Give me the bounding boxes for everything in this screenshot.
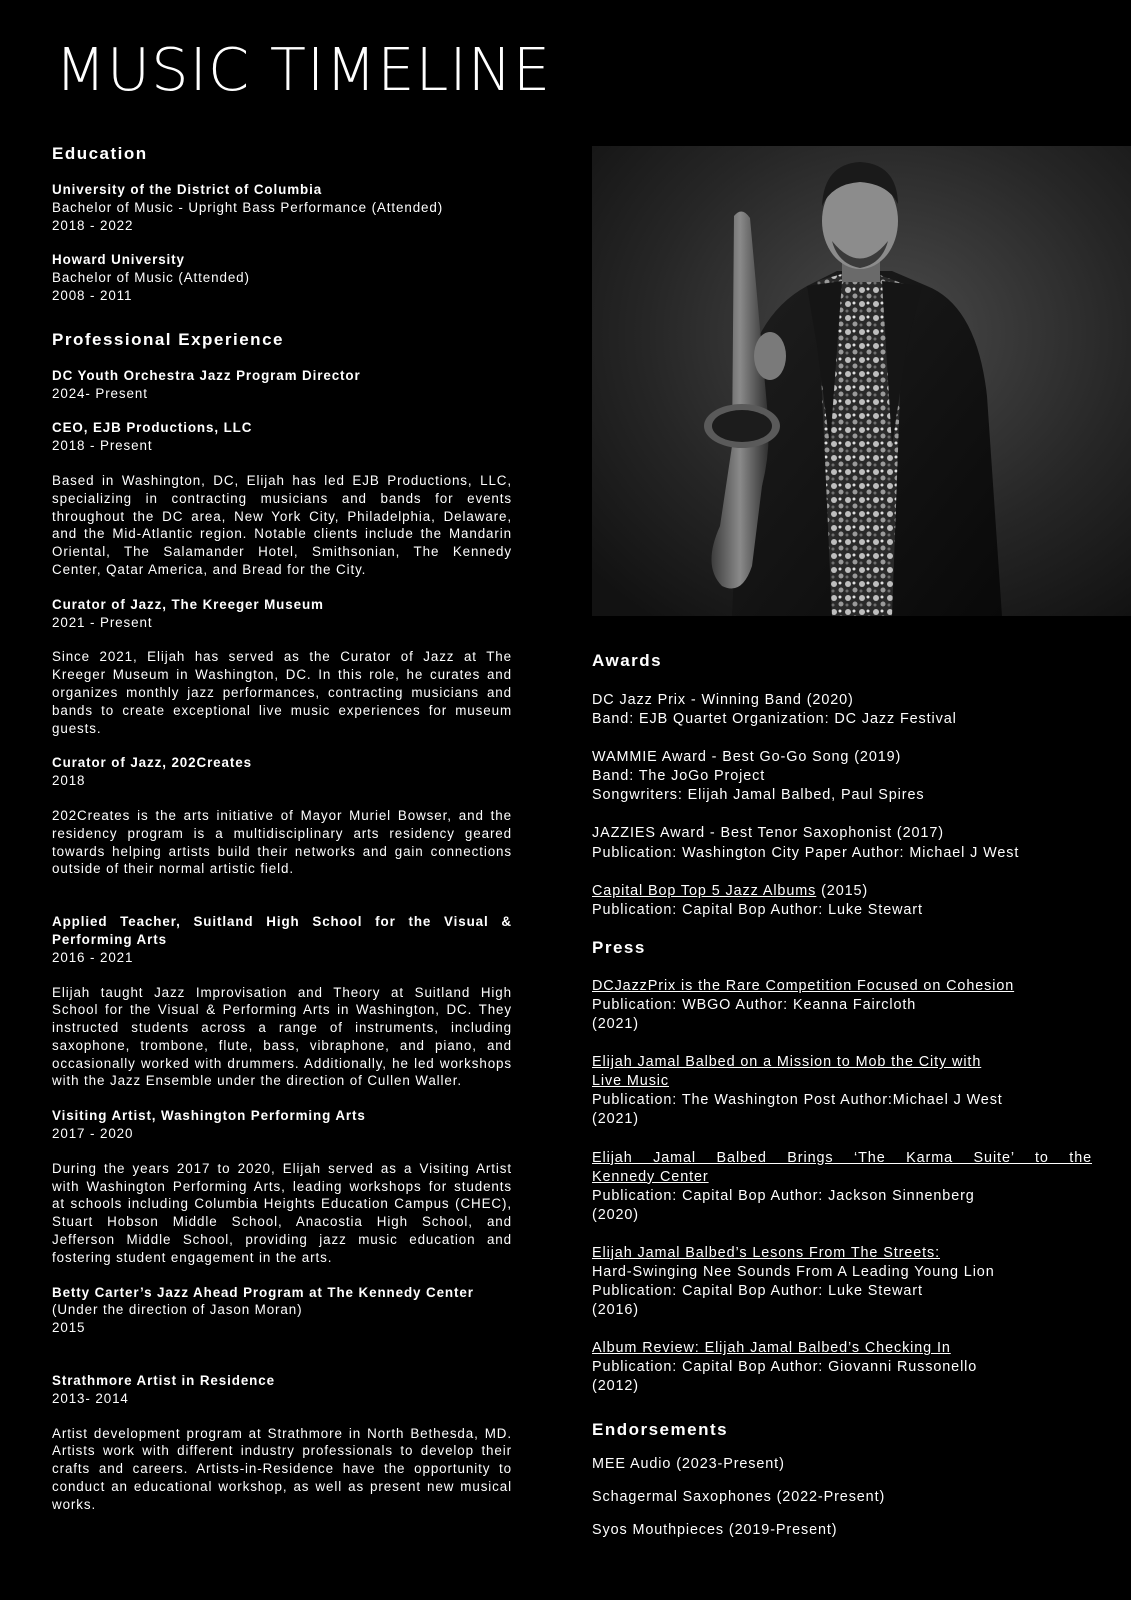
years: 2017 - 2020 <box>52 1126 134 1142</box>
experience-item <box>52 596 512 738</box>
job-title: Curator of Jazz, 202Creates <box>52 755 252 771</box>
school-name: University of the District of Columbia <box>52 182 323 197</box>
job-note: (Under the direction of Jason Moran) <box>52 1302 303 1318</box>
award-detail: Band: The JoGo Project <box>592 768 766 785</box>
experience-item <box>52 367 512 403</box>
job-title: Betty Carter’s Jazz Ahead Program at The Kennedy Center <box>52 1284 474 1300</box>
years: 2018 <box>52 773 86 789</box>
award-detail: Band: EJB Quartet Organization: DC Jazz Festival <box>592 711 957 728</box>
press-year: (2021) <box>592 1111 639 1128</box>
press-year: (2020) <box>592 1206 639 1223</box>
press-item <box>592 1149 1092 1225</box>
award-title: JAZZIES Award - Best Tenor Saxophonist (2017) <box>592 825 944 842</box>
endorsement-item: Schagermal Saxophones (2022-Present) <box>592 1488 886 1505</box>
job-description: During the years 2017 to 2020, Elijah served as a Visiting Artist with Washington Performing Arts, leading workshops for students at schools including Columbia Heights Education Campus (CHEC), Stuart Hobson Middle School, Anacostia High School, and Jefferson Middle School, providing jazz music education and fostering student engagement in the arts. <box>52 1160 512 1265</box>
job-title: Curator of Jazz, The Kreeger Museum <box>52 596 324 612</box>
education-item <box>52 251 512 304</box>
award-item <box>592 882 1092 920</box>
endorsements-heading: Endorsements <box>592 1419 729 1439</box>
award-title: DC Jazz Prix - Winning Band (2020) <box>592 692 854 708</box>
years: 2018 - 2022 <box>52 217 134 233</box>
award-item <box>592 691 1092 729</box>
school-name: Howard University <box>52 252 185 268</box>
years: 2008 - 2011 <box>52 287 133 303</box>
press-link[interactable]: DCJazzPrix is the Rare Competition Focused on Cohesion <box>592 977 1015 994</box>
press-year: (2021) <box>592 1016 639 1033</box>
right-column <box>592 650 1092 1540</box>
experience-item <box>52 1107 512 1266</box>
job-description: Since 2021, Elijah has served as the Curator of Jazz at The Kreeger Museum in Washington, DC. In this role, he curates and organizes monthly jazz performances, contracting musicians and bands to create exceptional live music experiences for museum guests. <box>52 649 512 736</box>
press-detail: Hard-Swinging Nee Sounds From A Leading Young Lion <box>592 1263 995 1280</box>
award-year: (2015) <box>816 882 869 899</box>
job-description: Based in Washington, DC, Elijah has led EJB Productions, LLC, specializing in contracting musicians and bands for events throughout the DC area, New York City, Philadelphia, Delaware, and the Mid-Atlantic region. Notable clients include the Mandarin Oriental, The Salamander Hotel, Smithsonian, The Kennedy Center, Qatar America, and Bread for the City. <box>52 472 512 577</box>
award-detail: Publication: Washington City Paper Author: Michael J West <box>592 844 1020 861</box>
award-link[interactable]: Capital Bop Top 5 Jazz Albums <box>592 882 817 899</box>
job-title: Strathmore Artist in Residence <box>52 1373 275 1389</box>
award-detail: Publication: Capital Bop Author: Luke Stewart <box>592 901 923 918</box>
press-link[interactable]: Live Music <box>592 1073 669 1090</box>
experience-item <box>52 419 512 578</box>
left-column <box>52 143 512 1514</box>
page-title: MUSIC TIMELINE <box>55 35 552 104</box>
job-description: 202Creates is the arts initiative of Mayor Muriel Bowser, and the residency program is a multidisciplinary arts residency geared towards helping artists build their networks and gain connections outside of their normal artistic field. <box>52 807 512 877</box>
press-link[interactable]: Elijah Jamal Balbed Brings ‘The Karma Suite’ to the <box>592 1149 1092 1166</box>
press-heading: Press <box>592 937 646 957</box>
years: 2015 <box>52 1320 86 1336</box>
experience-item <box>52 913 512 1090</box>
experience-item <box>52 1284 512 1337</box>
press-detail: Publication: The Washington Post Author:Michael J West <box>592 1092 1003 1109</box>
experience-item <box>52 754 512 878</box>
experience-heading: Professional Experience <box>52 329 284 349</box>
years: 2021 - Present <box>52 614 153 630</box>
awards-heading: Awards <box>592 651 663 670</box>
years: 2024- Present <box>52 385 148 401</box>
press-item <box>592 977 1092 1034</box>
job-title: CEO, EJB Productions, LLC <box>52 420 253 436</box>
press-link[interactable]: Elijah Jamal Balbed on a Mission to Mob the City with <box>592 1054 982 1071</box>
degree: Bachelor of Music (Attended) <box>52 270 250 286</box>
job-title: Applied Teacher, Suitland High School for the Visual & Performing Arts <box>52 914 512 947</box>
press-item <box>592 1244 1092 1320</box>
experience-item <box>52 1372 512 1514</box>
press-detail: Publication: WBGO Author: Keanna Faircloth <box>592 996 917 1013</box>
degree: Bachelor of Music - Upright Bass Performance (Attended) <box>52 199 444 215</box>
press-detail: Publication: Capital Bop Author: Luke Stewart <box>592 1283 923 1300</box>
years: 2013- 2014 <box>52 1390 129 1406</box>
education-heading: Education <box>52 144 148 163</box>
press-link[interactable]: Kennedy Center <box>592 1168 709 1185</box>
endorsement-item: MEE Audio (2023-Present) <box>592 1455 785 1472</box>
job-title: Visiting Artist, Washington Performing Arts <box>52 1108 366 1124</box>
award-item <box>592 824 1092 862</box>
job-title: DC Youth Orchestra Jazz Program Director <box>52 367 361 383</box>
job-description: Artist development program at Strathmore in North Bethesda, MD. Artists work with different industry professionals to develop their crafts and careers. Artists-in-Residence have the opportunity to conduct an educational workshop, as well as present new musical works. <box>52 1425 512 1512</box>
award-detail: Songwriters: Elijah Jamal Balbed, Paul Spires <box>592 787 925 804</box>
endorsement-item: Syos Mouthpieces (2019-Present) <box>592 1521 838 1538</box>
press-link[interactable]: Album Review: Elijah Jamal Balbed’s Checking In <box>592 1340 951 1357</box>
award-item <box>592 748 1092 805</box>
press-year: (2016) <box>592 1302 639 1319</box>
press-item <box>592 1053 1092 1129</box>
press-detail: Publication: Capital Bop Author: Giovanni Russonello <box>592 1359 978 1376</box>
education-item <box>52 181 512 234</box>
years: 2018 - Present <box>52 438 153 454</box>
press-year: (2012) <box>592 1378 639 1395</box>
press-link[interactable]: Elijah Jamal Balbed’s Lesons From The Streets: <box>592 1244 941 1261</box>
job-description: Elijah taught Jazz Improvisation and Theory at Suitland High School for the Visual & Performing Arts in Washington, DC. They instructed students across a range of instruments, including saxophone, trombone, flute, bass, vibraphone, and piano, and occasionally worked with drummers. Additionally, he led workshops with the Jazz Ensemble under the direction of Cullen Waller. <box>52 984 512 1089</box>
press-detail: Publication: Capital Bop Author: Jackson Sinnenberg <box>592 1187 975 1204</box>
award-title: WAMMIE Award - Best Go-Go Song (2019) <box>592 749 902 766</box>
years: 2016 - 2021 <box>52 949 134 965</box>
portrait-photo <box>592 146 1131 616</box>
press-item <box>592 1339 1092 1396</box>
